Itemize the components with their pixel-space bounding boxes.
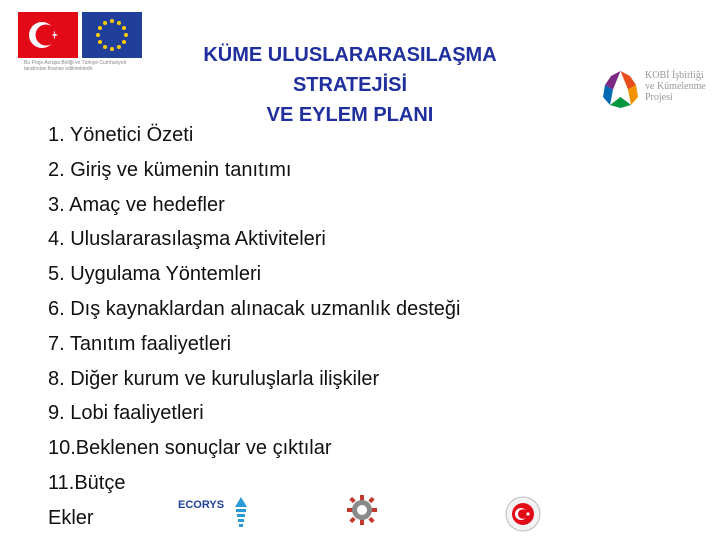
kobi-cluster-logo xyxy=(598,67,643,112)
agenda-item: 7. Tanıtım faaliyetleri xyxy=(48,332,232,355)
agenda-item: 2. Giriş ve kümenin tanıtımı xyxy=(48,158,292,181)
agenda-item: 6. Dış kaynaklardan alınacak uzmanlık desteği xyxy=(48,297,461,320)
ministry-seal-logo xyxy=(505,496,541,532)
agenda-item: 4. Uluslararasılaşma Aktiviteleri xyxy=(48,228,326,251)
kobi-text-line-1: KOBİ İşbirliği xyxy=(645,70,704,81)
kobi-text-line-2: ve Kümelenme xyxy=(645,81,706,92)
gear-logo xyxy=(346,494,378,526)
agenda-item: 8. Diğer kurum ve kuruluşlarla ilişkiler xyxy=(48,367,380,390)
eu-flag-logo xyxy=(82,12,142,58)
ecorys-pylon-icon xyxy=(232,495,250,531)
agenda-list xyxy=(48,118,460,536)
agenda-item: 5. Uygulama Yöntemleri xyxy=(48,263,262,286)
agenda-item: 9. Lobi faaliyetleri xyxy=(48,402,204,425)
turkey-flag-logo xyxy=(18,12,78,58)
title-line-2: VE EYLEM PLANI xyxy=(266,104,434,126)
eu-funding-caption: Bu Proje Avrupa Birliği ve Türkiye Cumhuriyeti tarafından finanse edilmektedir xyxy=(24,60,127,72)
slide-title xyxy=(150,40,550,130)
ecorys-logo-text: ECORYS xyxy=(178,499,225,511)
agenda-item: Ekler xyxy=(48,506,94,529)
kobi-logo-text xyxy=(645,70,715,103)
title-line-1: KÜME ULUSLARARASILAŞMA STRATEJİSİ xyxy=(203,44,497,96)
ecorys-logo xyxy=(178,493,254,533)
agenda-item: 3. Amaç ve hedefler xyxy=(48,193,225,216)
agenda-item: 1. Yönetici Özeti xyxy=(48,124,194,146)
agenda-item: 10.Beklenen sonuçlar ve çıktılar xyxy=(48,437,332,460)
kobi-text-line-3: Projesi xyxy=(645,92,673,103)
agenda-item: 11.Bütçe xyxy=(48,471,126,494)
